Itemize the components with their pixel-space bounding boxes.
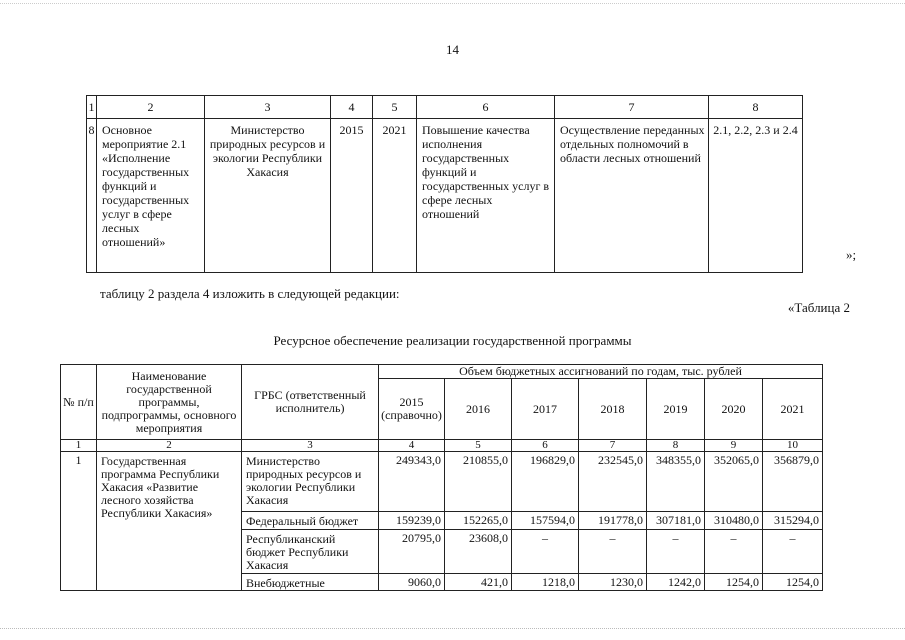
table1-result: Повышение качества исполнения государственных функций и государственных услуг в сфере лесных отношений xyxy=(417,119,555,273)
table2-col-volume: Объем бюджетных ассигнований по годам, тыс. рублей xyxy=(379,365,823,379)
value-cell: 196829,0 xyxy=(512,452,579,512)
table1-directions: Осуществление переданных отдельных полномочий в области лесных отношений xyxy=(555,119,709,273)
instruction-paragraph: таблицу 2 раздела 4 изложить в следующей редакции: xyxy=(100,286,400,301)
value-cell: 315294,0 xyxy=(763,512,823,530)
table1-executor: Министерство природных ресурсов и экологии Республики Хакасия xyxy=(205,119,331,273)
value-cell: 1230,0 xyxy=(579,574,647,591)
program-number: 1 xyxy=(61,452,97,591)
row-label: Республиканский бюджет Республики Хакасия xyxy=(242,530,379,574)
table1-start-year: 2015 xyxy=(331,119,373,273)
year-2017: 2017 xyxy=(512,379,579,440)
col-number: 7 xyxy=(579,440,647,452)
value-cell: 352065,0 xyxy=(705,452,763,512)
col-number: 5 xyxy=(445,440,512,452)
table1-col-8: 8 xyxy=(709,96,803,119)
value-cell: – xyxy=(512,530,579,574)
table1-end-year: 2021 xyxy=(373,119,417,273)
table1-col-1: 1 xyxy=(87,96,97,119)
table-caption: Ресурсное обеспечение реализации государственной программы xyxy=(273,333,632,348)
table2-numbering-row xyxy=(61,440,823,452)
table1-col-5: 5 xyxy=(373,96,417,119)
year-2016: 2016 xyxy=(445,379,512,440)
table1-col-6: 6 xyxy=(417,96,555,119)
value-cell: 1254,0 xyxy=(763,574,823,591)
table1-col-4: 4 xyxy=(331,96,373,119)
value-cell: 20795,0 xyxy=(379,530,445,574)
table1-row xyxy=(87,119,803,273)
table2-col-name: Наименование государственной программы, подпрограммы, основного мероприятия xyxy=(97,365,242,440)
value-cell: – xyxy=(705,530,763,574)
value-cell: 9060,0 xyxy=(379,574,445,591)
value-cell: – xyxy=(763,530,823,574)
col-number: 6 xyxy=(512,440,579,452)
col-number: 9 xyxy=(705,440,763,452)
col-number: 2 xyxy=(97,440,242,452)
value-cell: – xyxy=(647,530,705,574)
year-2019: 2019 xyxy=(647,379,705,440)
table-label: «Таблица 2 xyxy=(787,300,850,315)
program-activities-table xyxy=(86,95,803,273)
year-2020: 2020 xyxy=(705,379,763,440)
page-number: 14 xyxy=(446,42,459,57)
value-cell: 191778,0 xyxy=(579,512,647,530)
table1-links: 2.1, 2.2, 2.3 и 2.4 xyxy=(709,119,803,273)
year-2021: 2021 xyxy=(763,379,823,440)
program-name: Государственная программа Республики Хакасия «Развитие лесного хозяйства Республики Хакасия» xyxy=(97,452,242,591)
table2-col-num: № п/п xyxy=(61,365,97,440)
value-cell: 1242,0 xyxy=(647,574,705,591)
resource-table xyxy=(60,364,823,591)
value-cell: 249343,0 xyxy=(379,452,445,512)
value-cell: 157594,0 xyxy=(512,512,579,530)
value-cell: 23608,0 xyxy=(445,530,512,574)
value-cell: 1218,0 xyxy=(512,574,579,591)
scan-edge-top xyxy=(0,3,905,5)
value-cell: 310480,0 xyxy=(705,512,763,530)
table1-header-row xyxy=(87,96,803,119)
col-number: 8 xyxy=(647,440,705,452)
table1-col-2: 2 xyxy=(97,96,205,119)
value-cell: 152265,0 xyxy=(445,512,512,530)
value-cell: 421,0 xyxy=(445,574,512,591)
table2-col-grbs: ГРБС (ответственный исполнитель) xyxy=(242,365,379,440)
value-cell: 159239,0 xyxy=(379,512,445,530)
row-label: Федеральный бюджет xyxy=(242,512,379,530)
table1-col-3: 3 xyxy=(205,96,331,119)
col-number: 1 xyxy=(61,440,97,452)
value-cell: 356879,0 xyxy=(763,452,823,512)
value-cell: 210855,0 xyxy=(445,452,512,512)
table-row xyxy=(61,452,823,512)
year-2018: 2018 xyxy=(579,379,647,440)
table2-header-row-1 xyxy=(61,365,823,379)
col-number: 10 xyxy=(763,440,823,452)
value-cell: – xyxy=(579,530,647,574)
row-label: Министерство природных ресурсов и экологии Республики Хакасия xyxy=(242,452,379,512)
value-cell: 307181,0 xyxy=(647,512,705,530)
value-cell: 232545,0 xyxy=(579,452,647,512)
col-number: 4 xyxy=(379,440,445,452)
year-2015: 2015 (справочно) xyxy=(379,379,445,440)
value-cell: 1254,0 xyxy=(705,574,763,591)
closing-quote: »; xyxy=(846,247,857,262)
scan-edge-bottom xyxy=(0,628,905,630)
table1-col-7: 7 xyxy=(555,96,709,119)
table1-row-num: 8 xyxy=(87,119,97,273)
table1-activity-name: Основное мероприятие 2.1 «Исполнение государственных функций и государственных услуг в сфере лесных отношений» xyxy=(97,119,205,273)
value-cell: 348355,0 xyxy=(647,452,705,512)
col-number: 3 xyxy=(242,440,379,452)
row-label: Внебюджетные xyxy=(242,574,379,591)
